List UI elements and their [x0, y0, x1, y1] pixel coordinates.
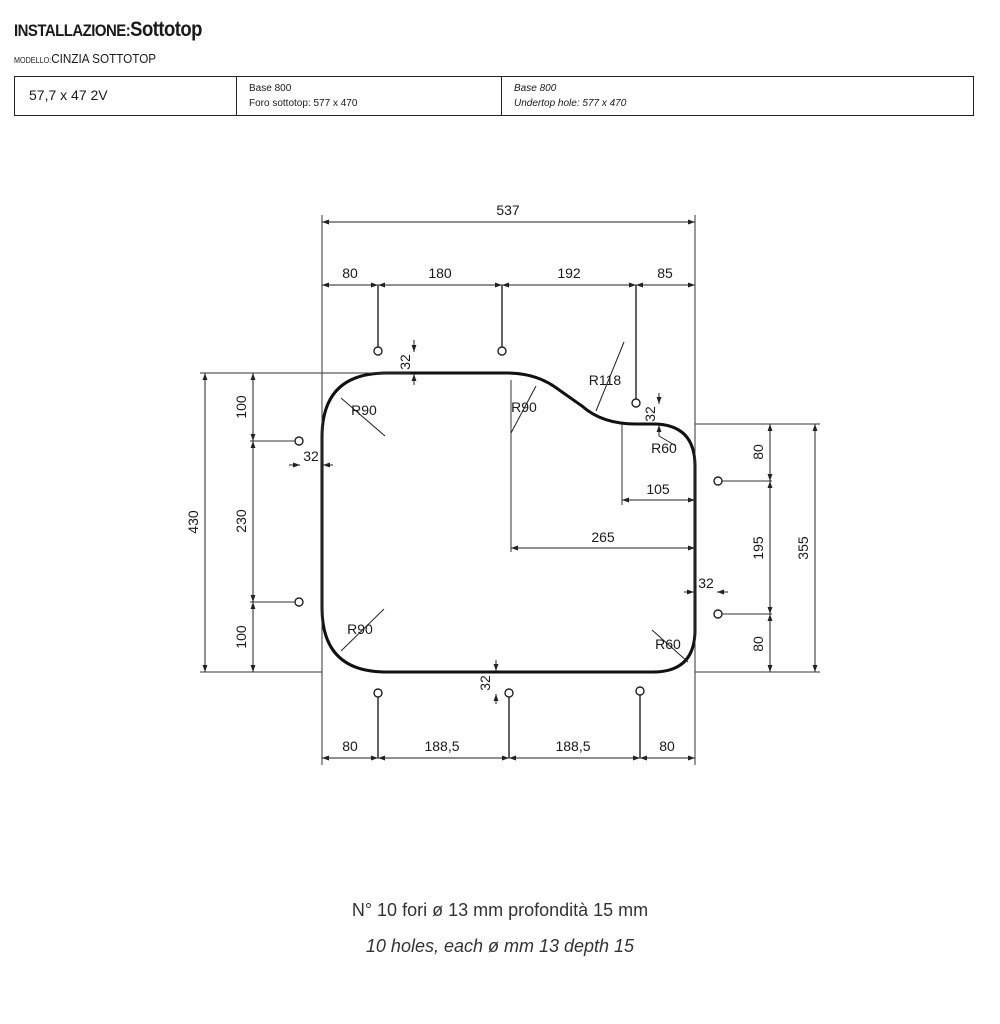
hole-top-3: [632, 399, 640, 407]
dim-right-195: 195: [750, 536, 766, 560]
hole-bottom-2: [505, 689, 513, 697]
installation-label: INSTALLAZIONE:: [14, 21, 131, 40]
dim-top-180: 180: [428, 265, 452, 281]
hole-right-2: [714, 610, 722, 618]
radius-label-118: R118: [588, 372, 622, 388]
installation-type: Sottotop: [130, 18, 202, 41]
dim-top-192: 192: [557, 265, 581, 281]
dim-left-100-top: 100: [233, 395, 249, 419]
spec-en-hole: Undertop hole: 577 x 470: [514, 98, 627, 109]
dim-bottom-188-right: 188,5: [555, 738, 591, 754]
dim-bottom-80-right: 80: [659, 738, 675, 754]
hole-top-1: [374, 347, 382, 355]
model-name: CINZIA SOTTOTOP: [51, 51, 157, 66]
holes-note-italian: N° 10 fori ø 13 mm profondità 15 mm: [351, 900, 649, 920]
model-label: MODELLO:: [14, 56, 52, 65]
hole-bottom-3: [636, 687, 644, 695]
radius-label-step: R90: [511, 399, 537, 415]
fixing-holes: [295, 285, 722, 758]
holes-note-english: 10 holes, each ø mm 13 depth 15: [365, 936, 635, 956]
radius-label-bottom-left: R90: [347, 621, 373, 637]
dim-inner-265: 265: [591, 529, 615, 545]
dim-top-80: 80: [342, 265, 358, 281]
hole-left-2: [295, 598, 303, 606]
spec-it-base: Base 800: [249, 83, 292, 94]
dim-offset-32-left: 32: [303, 448, 319, 464]
hole-left-1: [295, 437, 303, 445]
dim-bottom-80-left: 80: [342, 738, 358, 754]
hole-bottom-1: [374, 689, 382, 697]
radius-label-60-notch: R60: [651, 440, 677, 456]
dim-right-80-bottom: 80: [750, 636, 766, 652]
dim-top-85: 85: [657, 265, 673, 281]
dim-offset-32-notch: 32: [642, 406, 658, 422]
dim-bottom-188-left: 188,5: [424, 738, 460, 754]
dim-inner-105: 105: [646, 481, 670, 497]
radius-label-top-left: R90: [351, 402, 377, 418]
dim-overall-width: 537: [496, 202, 520, 218]
dim-offset-32-right: 32: [698, 575, 714, 591]
dim-offset-32-top: 32: [397, 354, 413, 370]
cutout-outline: [322, 373, 695, 672]
radius-label-bottom-right: R60: [655, 636, 681, 652]
dimension-lines: [205, 222, 815, 758]
spec-en-base: Base 800: [514, 83, 557, 94]
extension-lines: [200, 215, 820, 765]
hole-right-1: [714, 477, 722, 485]
dim-left-230: 230: [233, 509, 249, 533]
hole-top-2: [498, 347, 506, 355]
dim-offset-32-bottom: 32: [477, 675, 493, 691]
dim-left-430: 430: [185, 510, 201, 534]
spec-size: 57,7 x 47 2V: [29, 87, 108, 103]
dim-left-100-bottom: 100: [233, 625, 249, 649]
spec-it-hole: Foro sottotop: 577 x 470: [249, 98, 358, 109]
dim-right-355: 355: [795, 536, 811, 560]
dim-right-80-top: 80: [750, 444, 766, 460]
